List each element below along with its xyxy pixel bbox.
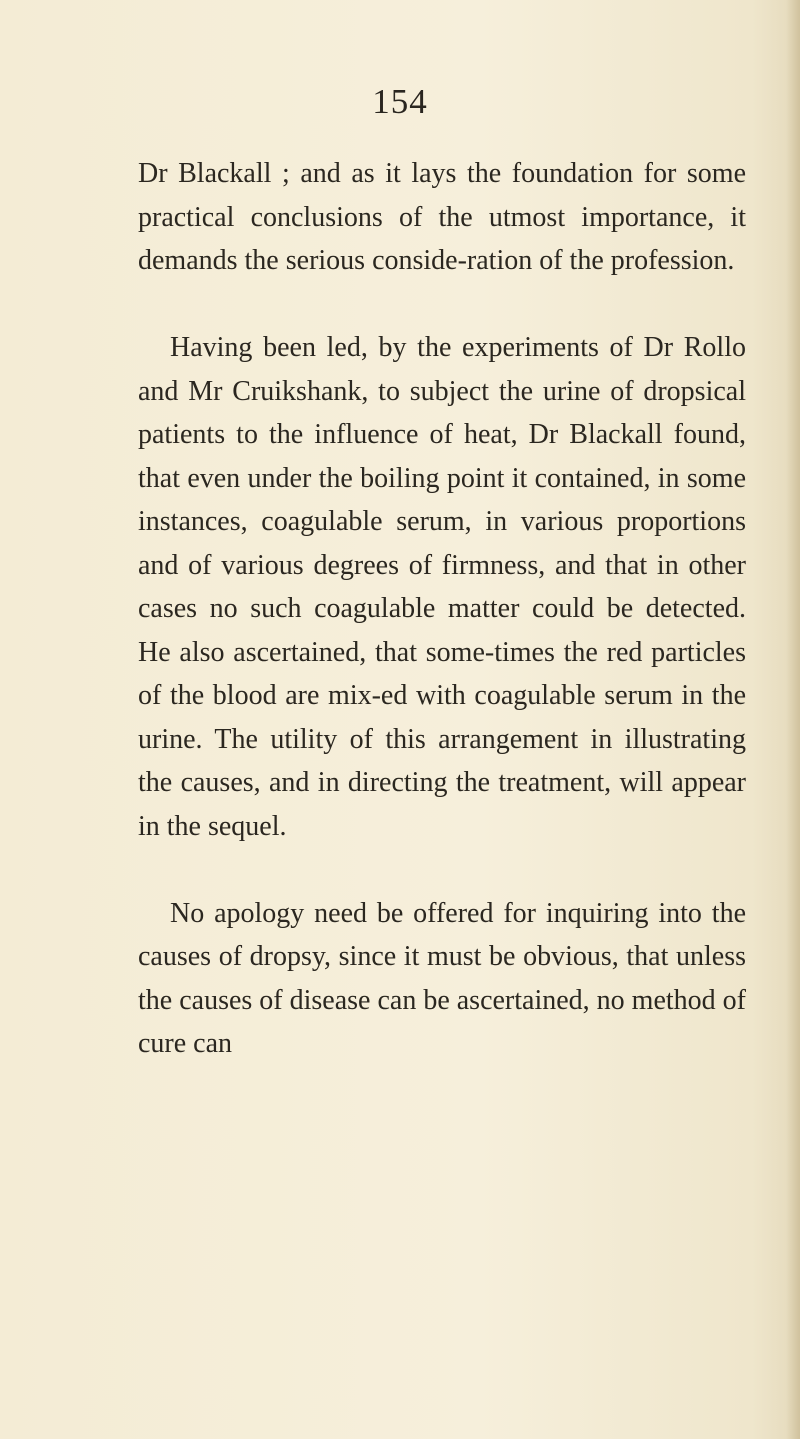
page-number: 154 — [372, 82, 428, 121]
paragraph-1: Dr Blackall ; and as it lays the foundation for some practical conclusions of the utmost importance, it demands the serious conside-ration of the profession. — [138, 158, 746, 276]
paragraph-2: Having been led, by the experiments of Dr Rollo and Mr Cruikshank, to subject the urine of dropsical patients to the influence of heat, Dr Blackall found, that even under the boiling point it contained, in some instances, coagulable serum, in various proportions and of various degrees of firmness, and that in other cases no such coagulable matter could be detected. He also ascertained, that some-times the red particles of the blood are mix-ed with coagulable serum in the urine. The utility of this arrangement in illustrating the causes, and in directing the treatment, will appear in the sequel. — [138, 332, 746, 842]
page-edge-shadow — [786, 0, 800, 1439]
body-text — [138, 152, 746, 1066]
paragraph-3: No apology need be offered for inquiring into the causes of dropsy, since it must be obvious, that unless the causes of disease can be ascertained, no method of cure can — [138, 897, 746, 1059]
